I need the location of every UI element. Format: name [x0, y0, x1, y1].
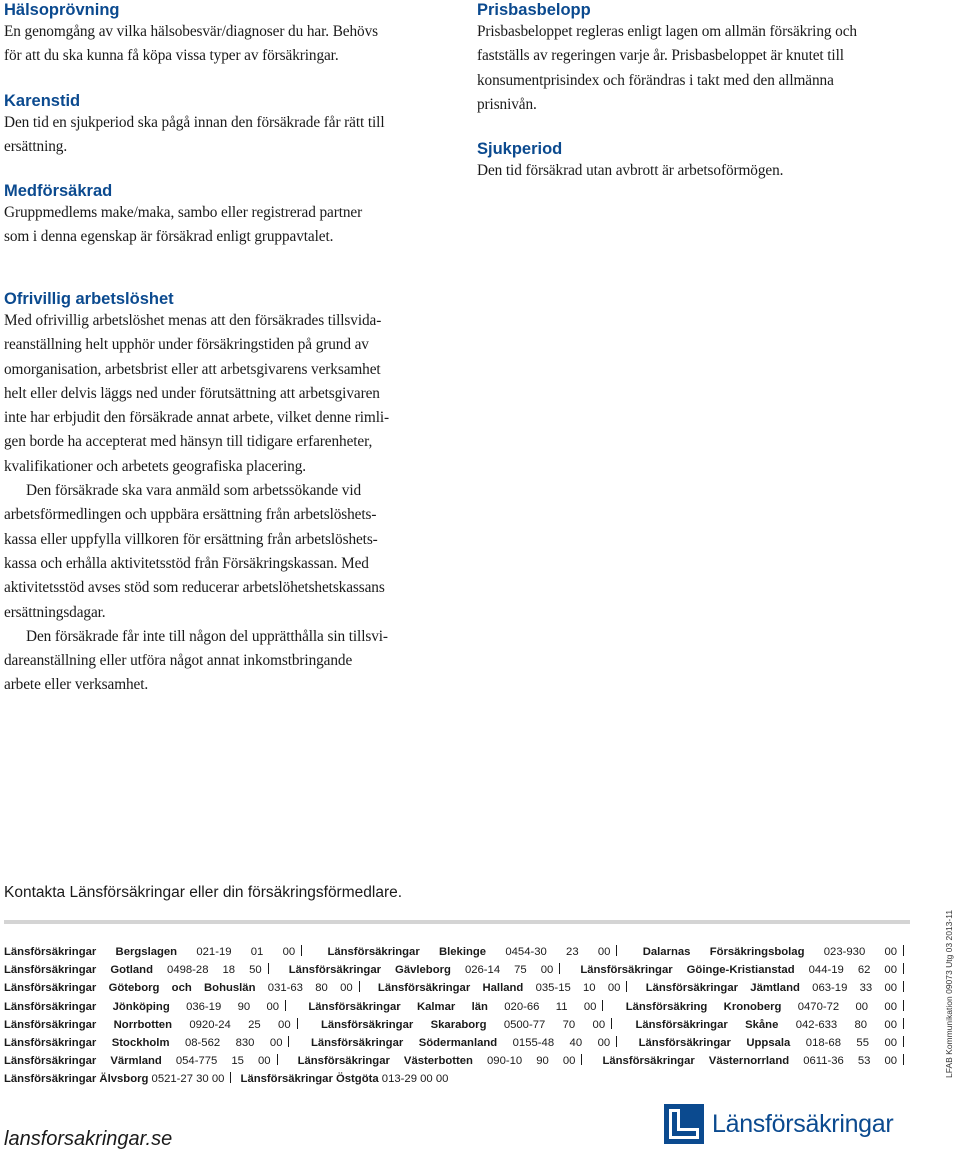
logo-mark-icon [664, 1104, 704, 1144]
body-line: reanställning helt upphör under försäkringstiden på grund av [4, 336, 369, 354]
office-phone: 0500-77 70 00 [503, 1018, 606, 1031]
office-phone: 0521-27 30 00 [151, 1073, 225, 1086]
body-line: kassa och erhålla aktivitetsstöd från Försäkringskassan. Med [4, 554, 369, 572]
company-logo [664, 1104, 893, 1144]
body-line: som i denna egenskap är försäkrad enligt gruppavtalet. [4, 228, 334, 246]
office-name: Länsförsäkringar Södermanland [310, 1037, 498, 1050]
separator [903, 1036, 904, 1047]
office-phone: 013-29 00 00 [381, 1073, 449, 1086]
footer-divider [4, 920, 910, 924]
body-line: gen borde ha accepterat med hänsyn till tidigare erfarenheter, [4, 433, 373, 451]
office-phone: 0611-36 53 00 [803, 1055, 898, 1068]
section-title: Ofrivillig arbetslöshet [4, 290, 174, 308]
office-phone: 0498-28 18 50 [167, 964, 262, 977]
body-line: Den tid försäkrad utan avbrott är arbetsoförmögen. [477, 162, 784, 180]
separator [359, 981, 360, 992]
body-line: prisnivån. [477, 95, 537, 113]
office-name: Länsförsäkringar Göteborg och Bohuslän [4, 982, 256, 995]
body-line: arbete eller verksamhet. [4, 676, 149, 694]
office-phone: 08-562 830 00 [184, 1037, 283, 1050]
office-entry [4, 1019, 291, 1031]
office-name: Länsförsäkringar Värmland [4, 1055, 162, 1068]
separator [581, 1054, 582, 1065]
office-name: Länsförsäkringar Stockholm [4, 1037, 170, 1050]
section-title: Medförsäkrad [4, 182, 113, 201]
office-phone: 036-19 90 00 [186, 1000, 280, 1013]
office-phone: 031-63 80 00 [267, 982, 353, 995]
section-0 [477, 0, 947, 117]
office-name: Länsförsäkringar Skåne [635, 1018, 779, 1031]
contact-line: Kontakta Länsförsäkringar eller din försäkringsförmedlare. [4, 884, 403, 901]
separator [903, 945, 904, 956]
body-line: ersättningsdagar. [4, 603, 106, 621]
office-phone: 020-66 11 00 [504, 1000, 597, 1013]
office-entry [4, 964, 262, 976]
body-line: Den försäkrade ska vara anmäld som arbetssökande vid [26, 482, 362, 500]
office-entry [580, 964, 897, 976]
office-name: Dalarnas Försäkringsbolag [642, 946, 805, 958]
separator [903, 981, 904, 992]
office-entry [639, 1037, 897, 1049]
separator [903, 1000, 904, 1011]
office-name: Länsförsäkringar Uppsala [638, 1037, 791, 1050]
separator [277, 1054, 278, 1065]
body-line: arbetsförmedlingen och uppbära ersättning från arbetslöshets- [4, 506, 377, 524]
office-phone: 063-19 33 00 [812, 982, 898, 995]
separator [602, 1000, 603, 1011]
office-name: Länsförsäkringar Jönköping [4, 1000, 170, 1013]
body-line: kvalifikationer och arbetets geografiska placering. [4, 457, 306, 475]
office-phone: 054-775 15 00 [175, 1055, 271, 1068]
office-name: Länsförsäkringar Gotland [4, 964, 153, 977]
office-name: Länsförsäkringar Västernorrland [602, 1055, 790, 1068]
office-phone: 018-68 55 00 [805, 1037, 898, 1050]
section-title: Karenstid [4, 91, 81, 110]
section-title: Prisbasbelopp [477, 1, 591, 19]
office-name: Länsförsäkringar Göinge-Kristianstad [580, 964, 795, 977]
body-line: fastställs av regeringen varje år. Prisbasbeloppet är knutet till [477, 47, 844, 65]
office-phone: 042-633 80 00 [795, 1018, 897, 1031]
body-line: konsumentprisindex och förändras i takt med den allmänna [477, 71, 834, 89]
office-list [4, 943, 910, 1089]
separator [285, 1000, 286, 1011]
office-name: Länsförsäkringar Västerbotten [297, 1055, 473, 1068]
section-ofrivillig-arbetsloshet [4, 289, 444, 698]
office-phone: 0454-30 23 00 [505, 946, 611, 958]
office-entry [4, 1055, 271, 1067]
separator [288, 1036, 289, 1047]
body-line: Med ofrivillig arbetslöshet menas att den försäkrades tillsvida- [4, 312, 382, 329]
separator [616, 1036, 617, 1047]
office-name: Länsförsäkringar Skaraborg [320, 1018, 487, 1031]
office-phone: 0470-72 00 00 [797, 1000, 897, 1013]
body-line: En genomgång av vilka hälsobesvär/diagnoser du har. Behövs [4, 23, 378, 40]
office-name: Länsförsäkring Kronoberg [625, 1000, 782, 1013]
office-entry [602, 1055, 897, 1067]
office-phone: 044-19 62 00 [808, 964, 897, 977]
office-phone: 021-19 01 00 [196, 946, 296, 958]
office-entry [289, 964, 554, 976]
separator [616, 945, 617, 956]
office-entry [635, 1019, 897, 1031]
office-entry [4, 1073, 224, 1085]
office-entry [378, 982, 621, 994]
body-line: Prisbasbeloppet regleras enligt lagen om allmän försäkring och [477, 23, 857, 40]
separator [230, 1072, 231, 1083]
body-line: kassa eller uppfylla villkoren för ersättning från arbetslöshets- [4, 530, 378, 548]
separator [903, 1018, 904, 1029]
office-name: Länsförsäkringar Älvsborg [4, 1073, 149, 1086]
separator [297, 1018, 298, 1029]
separator [903, 1054, 904, 1065]
office-entry [311, 1037, 610, 1049]
body-line: Gruppmedlems make/maka, sambo eller registrerad partner [4, 204, 363, 222]
office-phone: 090-10 90 00 [487, 1055, 576, 1068]
separator [903, 963, 904, 974]
office-entry [321, 1019, 605, 1031]
office-name: Länsförsäkringar Kalmar län [308, 1000, 488, 1013]
website-link[interactable]: lansforsakringar.se [4, 1128, 173, 1150]
body-line: dareanställning eller utföra något annat inkomstbringande [4, 652, 353, 670]
office-phone: 0155-48 40 00 [512, 1037, 611, 1050]
office-phone: 0920-24 25 00 [189, 1018, 291, 1031]
office-name: Länsförsäkringar Gävleborg [288, 964, 451, 977]
body-line: helt eller delvis läggs ned under förutsättning att arbetsgivaren [4, 384, 380, 402]
office-entry [308, 1001, 596, 1013]
separator [268, 963, 269, 974]
office-name: Länsförsäkringar Norrbotten [4, 1018, 172, 1031]
body-line: inte har erbjudit den försäkrade annat arbete, vilket denne rimli- [4, 409, 390, 427]
section-title: Sjukperiod [477, 140, 563, 159]
office-entry [643, 946, 897, 958]
separator [611, 1018, 612, 1029]
office-entry [241, 1073, 449, 1085]
section-0 [4, 0, 444, 69]
office-entry [626, 1001, 897, 1013]
office-entry [298, 1055, 576, 1067]
office-entry [646, 982, 897, 994]
office-name: Länsförsäkringar Östgöta [240, 1073, 379, 1086]
office-entry [4, 1001, 279, 1013]
logo-wordmark: Länsförsäkringar [712, 1109, 894, 1138]
left-column [4, 0, 444, 272]
office-entry [327, 946, 610, 958]
body-line: aktivitetsstöd avses stöd som reducerar arbetslöhetshetskassans [4, 579, 385, 597]
body-line: ersättning. [4, 137, 68, 155]
office-entry [4, 946, 295, 958]
section-1 [4, 91, 444, 160]
right-column [477, 0, 947, 205]
office-name: Länsförsäkringar Bergslagen [4, 946, 178, 958]
sidebar-print-code: LFAB Kommunikation 09073 Utg 03 2013-11 [944, 909, 954, 1078]
office-name: Länsförsäkringar Halland [377, 982, 524, 995]
body-line: Den tid en sjukperiod ska pågå innan den försäkrade får rätt till [4, 113, 385, 131]
office-entry [4, 1037, 282, 1049]
office-phone: 026-14 75 00 [464, 964, 554, 977]
separator [559, 963, 560, 974]
office-name: Länsförsäkringar Jämtland [645, 982, 800, 995]
office-phone: 023-930 00 [823, 946, 898, 958]
body-line: omorganisation, arbetsbrist eller att arbetsgivarens verksamhet [4, 360, 381, 378]
separator [626, 981, 627, 992]
body-line: Den försäkrade får inte till någon del upprätthålla sin tillsvi- [26, 627, 388, 645]
section-title: Hälsoprövning [4, 1, 120, 19]
body-line: för att du ska kunna få köpa vissa typer av försäkringar. [4, 47, 339, 65]
separator [301, 945, 302, 956]
office-name: Länsförsäkringar Blekinge [327, 946, 487, 958]
office-phone: 035-15 10 00 [535, 982, 621, 995]
section-1 [477, 139, 947, 183]
section-2 [4, 181, 444, 250]
office-entry [4, 982, 353, 994]
